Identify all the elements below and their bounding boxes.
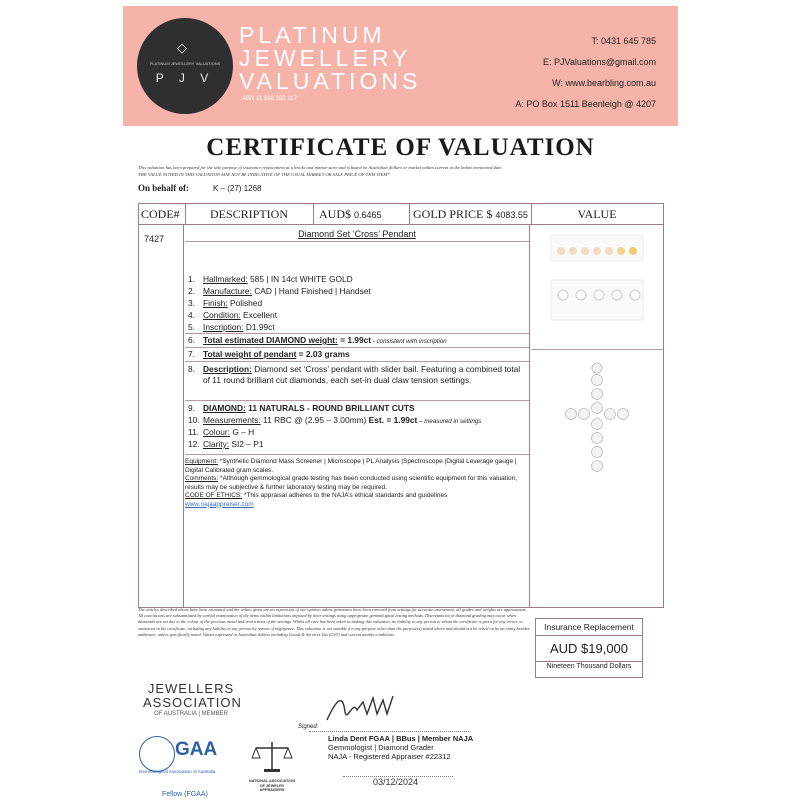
logo-initials: P J V: [155, 71, 215, 85]
item-label: Clarity:: [203, 439, 230, 449]
row-divider: [185, 361, 529, 362]
description-header: DESCRIPTION: [185, 204, 314, 224]
on-behalf-of: [138, 183, 262, 193]
value-divider: [531, 349, 663, 350]
fine-print: The articles described above have been examined and the values given are an expression of our opinion unless gemstones have been removed from settings for accurate assessment, all grades and weights are approximate. All conclusions are substantiated by careful examination of the items within limitations imposed by their settings using appropriate gemmological testing methods. Discrepancies in diamond grading may occur when diamonds are set due to the colour of the precious metal and restrictions of the settings. Whilst all care has been taken in making this valuation, no liability to any person to whom the certificate is given for any errors or omissions in the certificate, including any liability in any person by reason of negligence. This valuation is not suitable for any purpose other than the purpose(s) stated above and should not be relied on by an entity besides addressee, unless specifically noted. Values expressed in Australian dollars including Goods & Services Tax (GST) and current market conditions.: [138, 607, 530, 637]
brand-line-1: PLATINUM: [239, 22, 386, 48]
diamond-icon: ◇: [177, 40, 187, 55]
naja-logo: [248, 740, 296, 793]
signature: [323, 692, 403, 729]
item-value: SI2 – P1: [229, 439, 264, 449]
client-reference: K – (27) 1268: [213, 184, 262, 193]
cross-pendant-photo: [531, 354, 663, 604]
signer-registration: NAJA - Registered Appraiser #22312: [328, 752, 451, 761]
email: E: PJValuations@gmail.com: [542, 57, 656, 67]
gaa-fellow: Fellow (FGAA): [162, 791, 208, 798]
code-header: CODE#: [139, 204, 186, 224]
signer-details: [328, 734, 473, 761]
item-number: 6.: [188, 335, 195, 345]
row-divider: [185, 333, 529, 334]
item-number: 9.: [188, 403, 195, 413]
item-label: DIAMOND:: [203, 403, 246, 413]
row-divider: [185, 400, 529, 401]
aud-label: AUD$: [319, 207, 351, 221]
certificate-page: [123, 6, 678, 796]
gold-price-value: 4083.55: [495, 210, 528, 220]
insurance-amount: AUD $19,000: [536, 635, 642, 662]
item-number: 4.: [188, 310, 195, 320]
aud-value: 0.6465: [354, 210, 382, 220]
value-header: VALUE: [577, 207, 617, 221]
row-divider: [185, 347, 529, 348]
item-label: Measurements:: [203, 415, 261, 425]
jewellers-association-logo: [143, 681, 242, 717]
gaa-emblem-icon: [139, 736, 175, 772]
footer-notes: [185, 458, 529, 509]
item-value: D1.99ct: [243, 322, 275, 332]
naja-link[interactable]: www.najaappraiser.com: [185, 500, 254, 508]
phone: T: 0431 645 785: [591, 36, 656, 46]
item-number: 12.: [188, 439, 200, 449]
abn-number: ABN 11 588 192 117: [242, 96, 297, 102]
gold-price-header: [409, 204, 532, 224]
item-estimate: Est. = 1.99ct: [366, 415, 418, 425]
item-note: - consistent with inscription: [371, 338, 447, 345]
item-label: Manufacture:: [203, 286, 252, 296]
item-number: 8.: [188, 364, 195, 374]
insurance-box: [535, 618, 643, 678]
item-value: CAD | Hand Finished | Handset: [251, 286, 371, 296]
item-value: G – H: [230, 427, 255, 437]
item-code: 7427: [144, 234, 165, 244]
valuation-date: 03/12/2024: [373, 777, 419, 787]
equipment-label: Equipment:: [185, 458, 218, 465]
item-value: Polished: [227, 298, 263, 308]
item-label: Inscription:: [203, 322, 244, 332]
item-number: 3.: [188, 298, 195, 308]
item-label: Colour:: [203, 427, 230, 437]
item-number: 7.: [188, 349, 195, 359]
item-number: 5.: [188, 322, 195, 332]
brand-line-3: VALUATIONS: [239, 68, 422, 94]
item-value: 11 NATURALS - ROUND BRILLIANT CUTS: [245, 403, 415, 413]
item-note: – measured in settings: [417, 418, 482, 425]
item-label: Hallmarked:: [203, 274, 248, 284]
item-label: Condition:: [203, 310, 241, 320]
comments-text: *Although gemmological grade testing has been conducted using scientific equipment for this valuation, results may be subjective & further laboratory testing may be required.: [185, 475, 518, 491]
comments-note: [185, 475, 529, 492]
insurance-words: Nineteen Thousand Dollars: [546, 663, 632, 670]
item-title: Diamond Set ‘Cross’ Pendant: [298, 229, 416, 239]
item-value: = 2.03 grams: [296, 349, 350, 359]
naja-name: NATIONAL ASSOCIATION OF JEWELRY APPRAISERS: [248, 779, 296, 792]
item-value: Diamond set ‘Cross’ pendant with slider bail. Featuring a combined total of 11 round brilliant cut diamonds, each set-in dual claw tension settings.: [203, 364, 521, 385]
ja-line-3: OF AUSTRALIA | MEMBER: [154, 711, 228, 717]
scales-icon: [248, 740, 296, 774]
equipment-note: [185, 458, 529, 475]
item-value: = 1.99ct: [337, 335, 372, 345]
pjv-logo: [137, 18, 233, 114]
website: W: www.bearbling.com.au: [552, 78, 656, 88]
gaa-full-name: Gemmological Association of Australia: [139, 769, 216, 774]
aud-header: [315, 204, 410, 224]
comments-label: Comments:: [185, 475, 219, 482]
item-label: Finish:: [203, 298, 228, 308]
gaa-wordmark: GAA: [175, 739, 218, 760]
ethics-text: *This appraisal adheres to the NAJA’s ethical standards and guidelines: [242, 492, 448, 499]
gold-price-label: GOLD PRICE $: [413, 207, 493, 221]
top-disclaimer: [138, 164, 670, 178]
equipment-text: *Synthetic Diamond Mass Screener | Microscope | PL Analysis |Spectroscope |Digital Leverage gauge | Digital Calibrated gram scales.: [185, 458, 517, 474]
item-number: 11.: [188, 427, 200, 437]
item-number: 2.: [188, 286, 195, 296]
code-column: [139, 224, 184, 607]
brand-name: [239, 24, 429, 93]
item-value: Excellent: [240, 310, 278, 320]
logo-arc-text: PLATINUM JEWELLERY VALUATIONS: [149, 61, 221, 66]
row-divider: [185, 454, 529, 455]
disclaimer-line-1: This valuation has been prepared for the sole purpose of insurance replacement at a bricks and mortar store and is based on Australian dollars or market values current at the below mentioned date.: [138, 165, 503, 170]
signer-name: Linda Dent FGAA | BBus | Member NAJA: [328, 734, 474, 743]
ja-line-1: JEWELLERS: [147, 681, 235, 696]
contact-block: [515, 31, 656, 115]
ja-line-2: ASSOCIATION: [143, 695, 242, 710]
item-label: Description:: [203, 364, 252, 374]
signature-line: [309, 731, 469, 732]
letterhead: [123, 6, 678, 126]
certificate-title: CERTIFICATE OF VALUATION: [206, 134, 595, 161]
signer-title: Gemmologist | Diamond Grader: [328, 743, 434, 752]
item-label: Total weight of pendant: [203, 349, 297, 359]
item-number: 1.: [188, 274, 195, 284]
disclaimer-line-2: THE VALUE NOTED IN THIS VALUATION MAY NOT BE INDICATIVE OF THE USUAL MARKET OR SALE PRICE OF THIS ITEM*: [138, 172, 390, 177]
item-number: 10.: [188, 415, 200, 425]
on-behalf-label: On behalf of:: [138, 183, 190, 193]
diamond-chart-image: [531, 225, 663, 349]
signed-label: Signed:: [298, 724, 319, 730]
valuation-table: [138, 203, 664, 608]
postal-address: A: PO Box 1511 Beenleigh @ 4207: [515, 99, 656, 109]
insurance-label: Insurance Replacement: [544, 622, 634, 632]
brand-line-2: JEWELLERY: [239, 45, 412, 71]
ethics-label: CODE OF ETHICS:: [185, 492, 243, 499]
ethics-note: [185, 492, 529, 501]
item-value: 585 | IN 14ct WHITE GOLD: [247, 274, 353, 284]
title-divider: [185, 241, 529, 242]
item-label: Total estimated DIAMOND weight:: [203, 335, 338, 345]
item-value: 11 RBC @ (2.95 – 3.00mm): [260, 415, 367, 425]
